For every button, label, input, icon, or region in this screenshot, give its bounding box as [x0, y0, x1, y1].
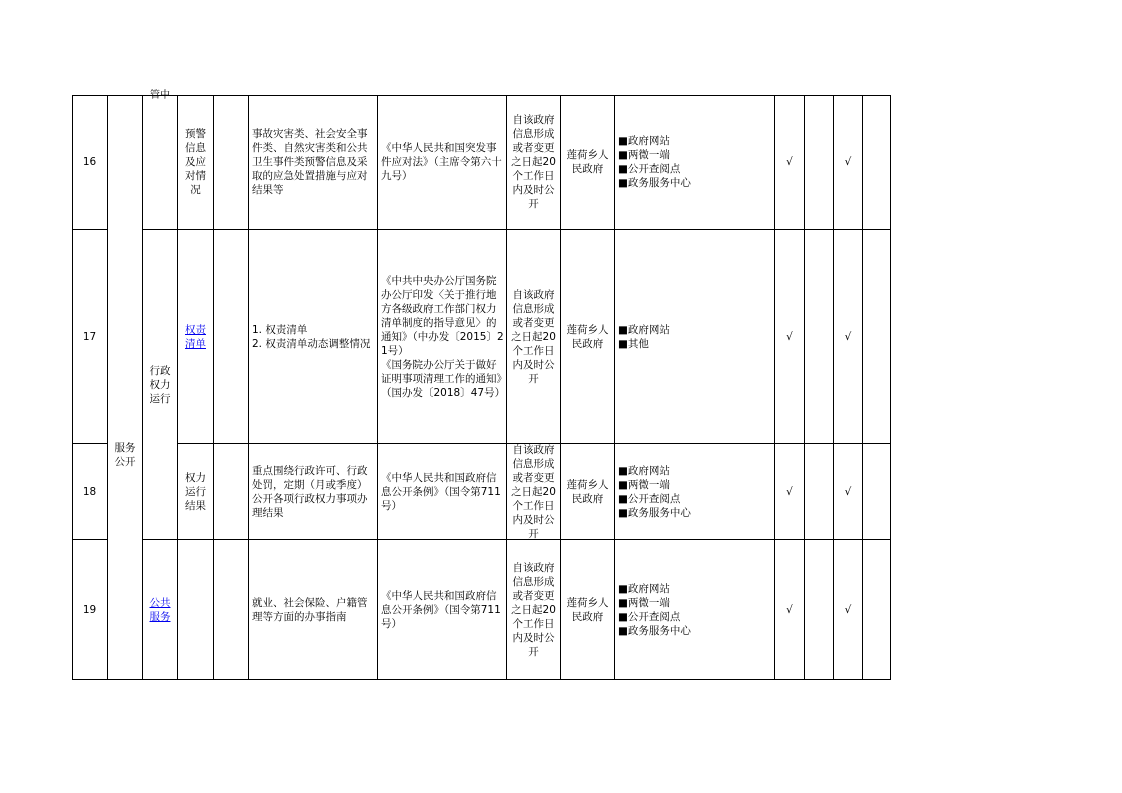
channel-item: ■公开查阅点	[618, 610, 681, 623]
check-mark: √	[834, 95, 863, 230]
check-mark: √	[834, 540, 863, 680]
item-name: 权力运行结果	[178, 444, 214, 540]
subcategory-cell	[143, 95, 178, 230]
category-service-disclosure: 服务公开	[108, 230, 143, 680]
channel-item: ■政务服务中心	[618, 624, 691, 637]
row-number: 17	[72, 230, 108, 444]
responsible-subject: 莲荷乡人民政府	[561, 230, 615, 444]
blank-cell	[214, 230, 249, 444]
item-name: 预警信息及应对情况	[178, 95, 214, 230]
blank-cell	[214, 444, 249, 540]
legal-basis: 《中共中央办公厅国务院办公厅印发〈关于推行地方各级政府工作部门权力清单制度的指导意见〉的通知》（中办发〔2015〕21号） 《国务院办公厅关于做好证明事项清理工作的通知》（国办发〔2018〕47号）	[378, 230, 507, 444]
blank-cell	[863, 230, 891, 444]
legal-basis: 《中华人民共和国政府信息公开条例》（国令第711号）	[378, 540, 507, 680]
legal-basis: 《中华人民共和国突发事件应对法》（主席令第六十九号）	[378, 95, 507, 230]
responsible-subject: 莲荷乡人民政府	[561, 95, 615, 230]
responsible-subject: 莲荷乡人民政府	[561, 444, 615, 540]
check-mark: √	[834, 444, 863, 540]
disclosure-content: 重点围绕行政许可、行政处罚，定期（月或季度）公开各项行政权力事项办理结果	[249, 444, 378, 540]
check-mark: √	[775, 230, 805, 444]
cut-off-text: 管中	[150, 90, 170, 101]
channel-item: ■政务服务中心	[618, 506, 691, 519]
disclosure-channels	[615, 540, 775, 680]
blank-cell	[805, 540, 834, 680]
subcategory-public-service[interactable]	[143, 540, 178, 680]
category-column-top	[108, 95, 143, 230]
subcategory-admin-power: 行政权力运行	[143, 230, 178, 540]
channel-item: ■政府网站	[618, 135, 670, 147]
disclosure-content: 1. 权责清单 2. 权责清单动态调整情况	[249, 230, 378, 444]
disclosure-time: 自该政府信息形成或者变更之日起20个工作日内及时公开	[507, 95, 561, 230]
check-mark: √	[775, 444, 805, 540]
row-number: 18	[72, 444, 108, 540]
row-number: 16	[72, 95, 108, 230]
blank-cell	[863, 444, 891, 540]
blank-cell	[214, 540, 249, 680]
item-name[interactable]	[178, 230, 214, 444]
channel-item: ■两微一端	[618, 478, 670, 491]
channel-item: ■两微一端	[618, 596, 670, 609]
disclosure-channels	[615, 95, 775, 230]
disclosure-content: 就业、社会保险、户籍管理等方面的办事指南	[249, 540, 378, 680]
disclosure-content: 事故灾害类、社会安全事件类、自然灾害类和公共卫生事件类预警信息及采取的应急处置措施与应对结果等	[249, 95, 378, 230]
channel-item: ■公开查阅点	[618, 492, 681, 505]
check-mark: √	[775, 540, 805, 680]
check-mark: √	[834, 230, 863, 444]
blank-cell	[214, 95, 249, 230]
row-number: 19	[72, 540, 108, 680]
item-name	[178, 540, 214, 680]
disclosure-time: 自该政府信息形成或者变更之日起20个工作日内及时公开	[507, 444, 561, 540]
public-service-link[interactable]: 公共服务	[149, 596, 171, 623]
channel-item: ■政府网站	[618, 464, 670, 477]
channel-item: ■其他	[618, 337, 649, 350]
channel-item: ■政府网站	[618, 582, 670, 595]
disclosure-channels	[615, 444, 775, 540]
channel-item: ■政务服务中心	[618, 177, 691, 189]
channel-item: ■政府网站	[618, 323, 670, 336]
channel-item: ■公开查阅点	[618, 163, 681, 175]
legal-basis: 《中华人民共和国政府信息公开条例》（国令第711号）	[378, 444, 507, 540]
check-mark: √	[775, 95, 805, 230]
disclosure-time: 自该政府信息形成或者变更之日起20个工作日内及时公开	[507, 230, 561, 444]
disclosure-table	[72, 95, 891, 680]
blank-cell	[863, 95, 891, 230]
disclosure-channels	[615, 230, 775, 444]
blank-cell	[805, 230, 834, 444]
item-link[interactable]: 权责清单	[185, 323, 206, 350]
disclosure-time: 自该政府信息形成或者变更之日起20个工作日内及时公开	[507, 540, 561, 680]
blank-cell	[805, 95, 834, 230]
responsible-subject: 莲荷乡人民政府	[561, 540, 615, 680]
blank-cell	[863, 540, 891, 680]
blank-cell	[805, 444, 834, 540]
channel-item: ■两微一端	[618, 149, 670, 161]
